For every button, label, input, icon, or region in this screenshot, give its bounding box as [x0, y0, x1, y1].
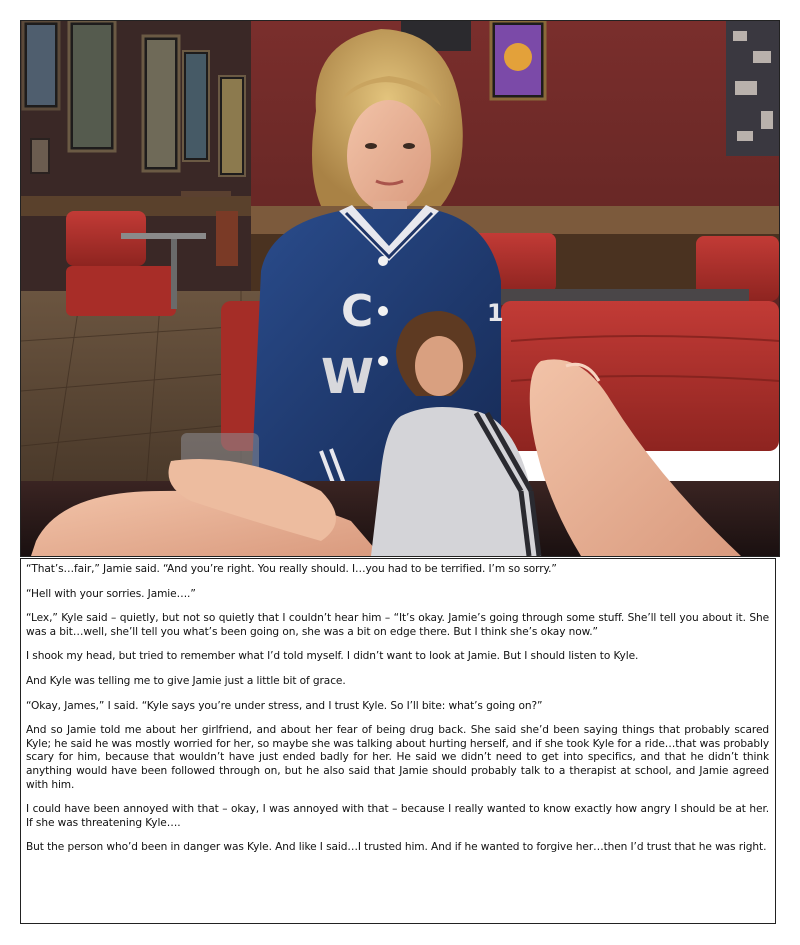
- narration-paragraph: And so Jamie told me about her girlfriend, and about her fear of being drug back. She said she’d been saying things that probably scared Kyle; he said he was mostly worried for her, so maybe she was talking about hurting herself, and if she took Kyle for a ride…that was probably scary for him, because that wouldn’t have just ended badly for her. He said we didn’t need to get into specifics, and that he didn’t think anything would have been followed through on, but he also said that Jamie should probably talk to a therapist at school, and Jamie agreed with him.: [26, 724, 769, 791]
- narration-paragraph: I shook my head, but tried to remember what I’d told myself. I didn’t want to look at Jamie. But I should listen to Kyle.: [26, 650, 639, 663]
- sleeve-number: 1: [487, 299, 504, 327]
- narration-paragraph: And Kyle was telling me to give Jamie just a little bit of grace.: [26, 674, 346, 687]
- narration-paragraph: “Okay, James,” I said. “Kyle says you’re under stress, and I trust Kyle. So I’ll bite: what’s going on?”: [26, 699, 543, 712]
- illustration-panel: [20, 20, 780, 557]
- jacket-letter-c: C: [341, 286, 374, 337]
- narration-paragraph: But the person who’d been in danger was Kyle. And like I said…I trusted him. And if he wanted to forgive her…then I’d trust that he was right.: [26, 841, 767, 854]
- narration-paragraph: I could have been annoyed with that – okay, I was annoyed with that – because I really wanted to know exactly how angry I should be at her. If she was threatening Kyle….: [26, 803, 769, 829]
- diner-scene: [21, 21, 779, 556]
- jacket-letter-w: W: [321, 349, 374, 405]
- narration-box: [20, 558, 776, 924]
- narration-paragraph: “Lex,” Kyle said – quietly, but not so quietly that I couldn’t hear him – “It’s okay. Jamie’s going through some stuff. She’ll tell you about it. She was a bit…well, she’ll tell you what’s been going on, she was a bit on edge there. But I think she’s okay now.”: [26, 612, 769, 638]
- narration-paragraph: “That’s…fair,” Jamie said. “And you’re right. You really should. I…you had to be terrified. I’m so sorry.”: [26, 563, 557, 575]
- narration-paragraph: “Hell with your sorries. Jamie….”: [26, 587, 196, 600]
